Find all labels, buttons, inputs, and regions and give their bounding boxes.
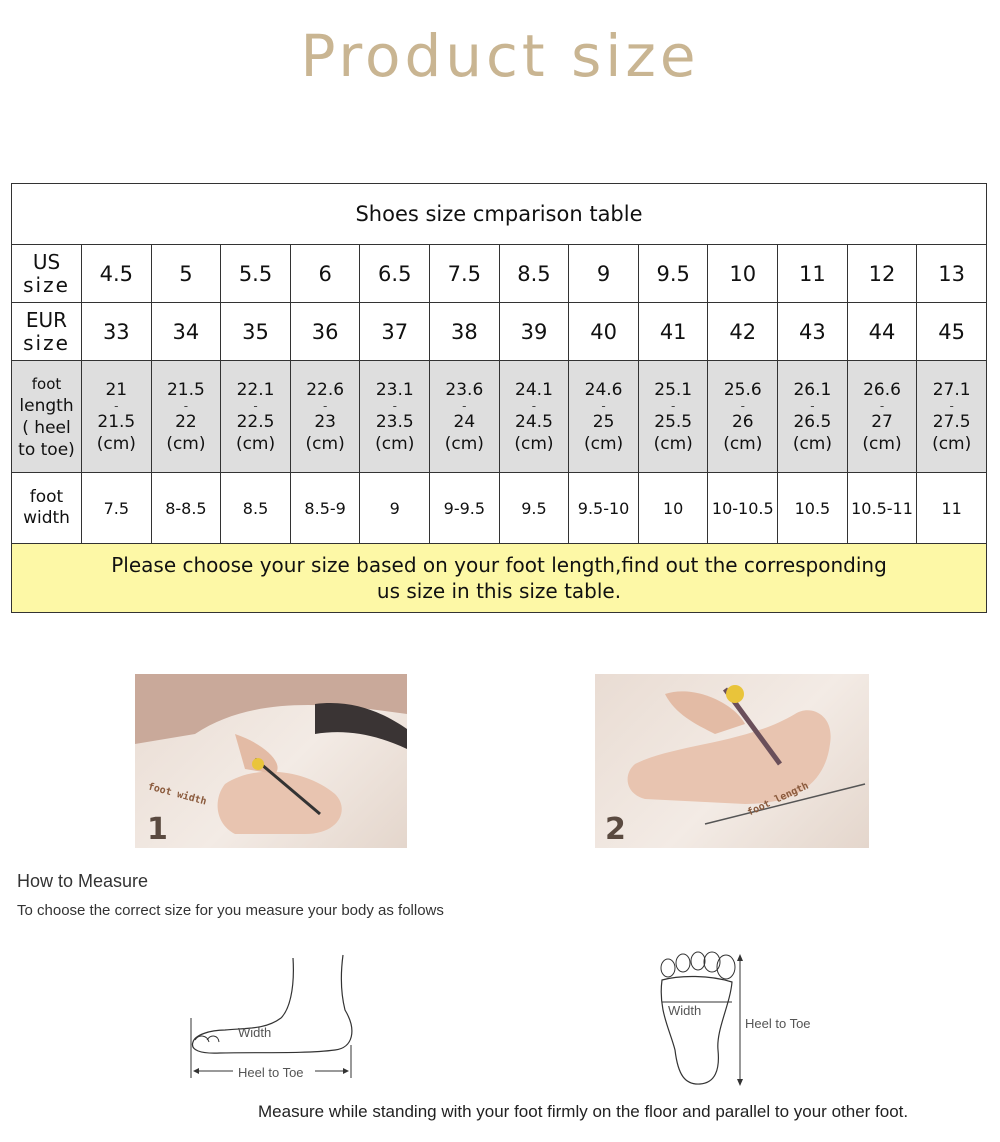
foot-length-cell <box>82 361 152 473</box>
top-width-label: Width <box>668 1003 702 1018</box>
step-1-number: 1 <box>147 812 168 847</box>
length-unit: (cm) <box>723 433 763 454</box>
length-header-line2: length <box>19 395 74 416</box>
length-separator: - <box>949 398 954 413</box>
foot-width-cell: 10 <box>638 473 708 544</box>
length-from: 22.1 <box>236 379 275 400</box>
foot-length-cell <box>360 361 430 473</box>
us-size-row <box>12 245 987 303</box>
photo-measure-width <box>135 674 407 848</box>
foot-length-header <box>12 361 82 473</box>
length-to: 21.5 <box>97 411 136 432</box>
length-header-line3: ( heel <box>22 417 71 438</box>
note-line2: us size in this size table. <box>376 579 622 603</box>
foot-width-cell: 7.5 <box>82 473 152 544</box>
length-separator: - <box>531 398 537 413</box>
length-unit: (cm) <box>792 433 832 454</box>
hand-foot-illustration-2 <box>595 674 869 848</box>
us-size-cell: 4.5 <box>82 245 152 303</box>
foot-width-header <box>12 473 82 544</box>
us-size-cell: 13 <box>917 245 987 303</box>
us-size-cell: 9.5 <box>638 245 708 303</box>
length-unit: (cm) <box>583 433 624 454</box>
length-from: 22.6 <box>306 379 345 400</box>
length-to: 23.5 <box>375 411 414 432</box>
length-separator: - <box>810 398 815 413</box>
length-separator: - <box>253 398 258 413</box>
length-separator: - <box>601 398 606 413</box>
eur-size-cell: 33 <box>82 303 152 361</box>
length-unit: (cm) <box>305 433 345 454</box>
eur-size-header <box>12 303 82 361</box>
us-header-line1: US <box>32 249 61 274</box>
length-to: 24 <box>453 411 476 432</box>
length-unit: (cm) <box>932 433 972 454</box>
photo-1-label: foot width <box>146 781 208 808</box>
step-2-number: 2 <box>605 812 626 847</box>
length-to: 26 <box>731 411 754 432</box>
eur-size-cell: 37 <box>360 303 430 361</box>
foot-width-cell: 10.5 <box>778 473 848 544</box>
length-from: 26.6 <box>863 379 901 400</box>
how-to-measure-subtitle: To choose the correct size for you measure your body as follows <box>17 902 444 919</box>
us-size-cell: 9 <box>569 245 639 303</box>
us-size-cell: 5 <box>151 245 221 303</box>
length-from: 23.1 <box>375 379 414 400</box>
measure-instruction: Measure while standing with your foot firmly on the floor and parallel to your other foot. <box>258 1102 909 1121</box>
page-title: Product size <box>300 22 700 90</box>
length-separator: - <box>114 398 119 413</box>
length-unit: (cm) <box>235 433 276 454</box>
length-unit: (cm) <box>375 433 415 454</box>
eur-size-cell: 35 <box>221 303 291 361</box>
foot-length-cell <box>290 361 360 473</box>
length-to: 27.5 <box>932 411 971 432</box>
length-to: 24.5 <box>515 411 553 432</box>
foot-length-row <box>12 361 987 473</box>
foot-length-cell <box>917 361 987 473</box>
foot-length-cell <box>569 361 639 473</box>
side-heel-to-toe-label: Heel to Toe <box>238 1065 304 1080</box>
foot-width-cell: 11 <box>917 473 987 544</box>
foot-length-cell <box>638 361 708 473</box>
foot-length-cell <box>847 361 917 473</box>
length-unit: (cm) <box>514 433 554 454</box>
foot-length-cell <box>221 361 291 473</box>
width-header-line1: foot <box>29 487 64 507</box>
length-separator: - <box>879 398 885 413</box>
foot-width-cell: 9 <box>360 473 430 544</box>
hand-foot-illustration-1 <box>135 674 407 848</box>
side-width-label: Width <box>238 1025 272 1040</box>
length-separator: - <box>740 398 745 413</box>
foot-width-cell: 9.5-10 <box>569 473 639 544</box>
us-header-line2: size <box>23 272 70 297</box>
length-from: 24.1 <box>515 379 553 400</box>
foot-width-cell: 10.5-11 <box>847 473 917 544</box>
foot-width-cell: 9.5 <box>499 473 569 544</box>
top-heel-to-toe-label: Heel to Toe <box>745 1016 811 1031</box>
foot-width-cell: 10-10.5 <box>708 473 778 544</box>
length-from: 27.1 <box>932 379 971 400</box>
us-size-cell: 8.5 <box>499 245 569 303</box>
length-separator: - <box>183 398 189 413</box>
length-separator: - <box>392 398 397 413</box>
length-from: 21.5 <box>166 379 205 400</box>
foot-width-cell: 9-9.5 <box>430 473 500 544</box>
length-from: 21 <box>105 379 128 400</box>
length-header-line4: to toe) <box>18 439 75 460</box>
length-unit: (cm) <box>862 433 902 454</box>
us-size-cell: 12 <box>847 245 917 303</box>
length-from: 25.6 <box>723 379 762 400</box>
length-unit: (cm) <box>444 433 484 454</box>
length-to: 22 <box>175 411 197 432</box>
length-to: 22.5 <box>236 411 275 432</box>
foot-width-row <box>12 473 987 544</box>
length-from: 26.1 <box>793 379 832 400</box>
eur-size-cell: 40 <box>569 303 639 361</box>
eur-size-cell: 45 <box>917 303 987 361</box>
length-unit: (cm) <box>653 433 693 454</box>
eur-size-row <box>12 303 987 361</box>
eur-header-line1: EUR <box>25 307 68 332</box>
length-unit: (cm) <box>166 433 206 454</box>
eur-size-cell: 39 <box>499 303 569 361</box>
us-size-cell: 10 <box>708 245 778 303</box>
length-separator: - <box>322 398 328 413</box>
length-unit: (cm) <box>96 433 136 454</box>
us-size-cell: 7.5 <box>430 245 500 303</box>
length-separator: - <box>462 398 467 413</box>
eur-size-cell: 42 <box>708 303 778 361</box>
eur-size-cell: 36 <box>290 303 360 361</box>
length-from: 23.6 <box>445 379 484 400</box>
us-size-cell: 6.5 <box>360 245 430 303</box>
us-size-cell: 11 <box>778 245 848 303</box>
us-size-cell: 5.5 <box>221 245 291 303</box>
length-to: 23 <box>314 411 336 432</box>
size-comparison-table <box>11 183 987 613</box>
foot-length-cell <box>151 361 221 473</box>
length-to: 27 <box>871 411 893 432</box>
eur-size-cell: 34 <box>151 303 221 361</box>
eur-header-line2: size <box>23 330 70 355</box>
table-caption: Shoes size cmparison table <box>12 184 987 245</box>
note-line1: Please choose your size based on your foot length,find out the corresponding <box>111 553 887 577</box>
length-from: 25.1 <box>654 379 693 400</box>
foot-width-cell: 8.5 <box>221 473 291 544</box>
foot-length-cell <box>430 361 500 473</box>
foot-length-cell <box>778 361 848 473</box>
foot-length-cell <box>708 361 778 473</box>
foot-width-cell: 8-8.5 <box>151 473 221 544</box>
eur-size-cell: 43 <box>778 303 848 361</box>
foot-width-cell: 8.5-9 <box>290 473 360 544</box>
us-size-header <box>12 245 82 303</box>
photo-measure-length <box>595 674 869 848</box>
eur-size-cell: 38 <box>430 303 500 361</box>
length-from: 24.6 <box>584 379 623 400</box>
length-header-line1: foot <box>31 374 62 393</box>
us-size-cell: 6 <box>290 245 360 303</box>
size-advice-note <box>12 544 987 613</box>
eur-size-cell: 44 <box>847 303 917 361</box>
length-to: 25.5 <box>654 411 693 432</box>
eur-size-cell: 41 <box>638 303 708 361</box>
photo-2-label: foot length <box>745 780 811 819</box>
length-to: 25 <box>592 411 615 432</box>
length-to: 26.5 <box>793 411 832 432</box>
foot-length-cell <box>499 361 569 473</box>
how-to-measure-title: How to Measure <box>17 871 149 891</box>
width-header-line2: width <box>23 508 70 528</box>
length-separator: - <box>671 398 676 413</box>
